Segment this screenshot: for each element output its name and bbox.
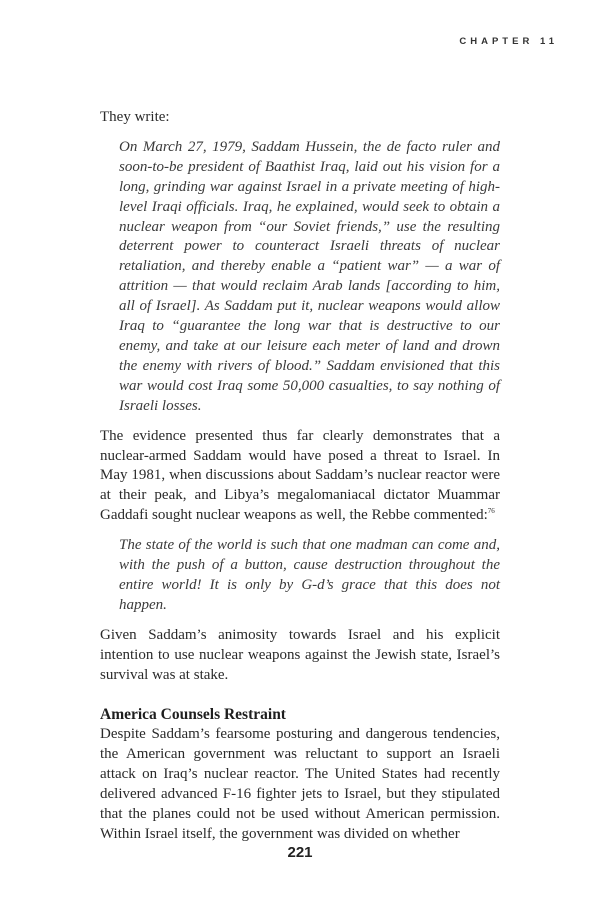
paragraph-text: The evidence presented thus far clearly demonstrates that a nuclear-armed Saddam would have posed a threat to Israel. In May 1981, when discussions about Saddam’s nuclear reactor were at their peak, and Libya’s megalomaniacal dictator Muammar Gaddafi sought nuclear weapons as well, the Rebbe commented:	[100, 427, 500, 524]
footnote-ref[interactable]: 76	[487, 507, 495, 516]
body-paragraph-survival: Given Saddam’s animosity towards Israel and his explicit intention to use nuclear weapons against the Jewish state, Israel’s survival was at stake.	[100, 626, 500, 683]
block-quote-rebbe: The state of the world is such that one madman can come and, with the push of a button, cause destruction throughout the entire world! It is only by G-d’s grace that this does not happen.	[119, 537, 500, 613]
intro-line: They write:	[100, 109, 170, 125]
running-head: CHAPTER 11	[459, 36, 558, 47]
block-quote-saddam: On March 27, 1979, Saddam Hussein, the de facto ruler and soon-to-be president of Baathist Iraq, laid out his vision for a long, grinding war against Israel in a private meeting of high-level Iraqi officials. Iraq, he explained, would seek to obtain a nuclear weapon from “our Soviet friends,” use the resulting deterrent power to counteract Israeli threats of nuclear retaliation, and thereby enable a “patient war” — a war of attrition — that would reclaim Arab lands [according to him, all of Israel]. As Saddam put it, nuclear weapons would allow Iraq to “guarantee the long war that is destructive to our enemy, and take at our leisure each meter of land and drown the enemy with rivers of blood.” Saddam envisioned that this war would cost Iraq some 50,000 casualties, to say nothing of Israeli losses.	[119, 138, 500, 414]
body-paragraph-restraint: Despite Saddam’s fearsome posturing and dangerous tendencies, the American government was reluctant to support an Israeli attack on Iraq’s nuclear reactor. The United States had recently delivered advanced F-16 fighter jets to Israel, but they stipulated that the planes could not be used without American permission. Within Israel itself, the government was divided on whether	[100, 726, 500, 842]
page-body	[100, 108, 500, 845]
body-paragraph-evidence	[100, 427, 500, 527]
section-heading: America Counsels Restraint	[100, 706, 286, 724]
page-number: 221	[287, 844, 313, 861]
